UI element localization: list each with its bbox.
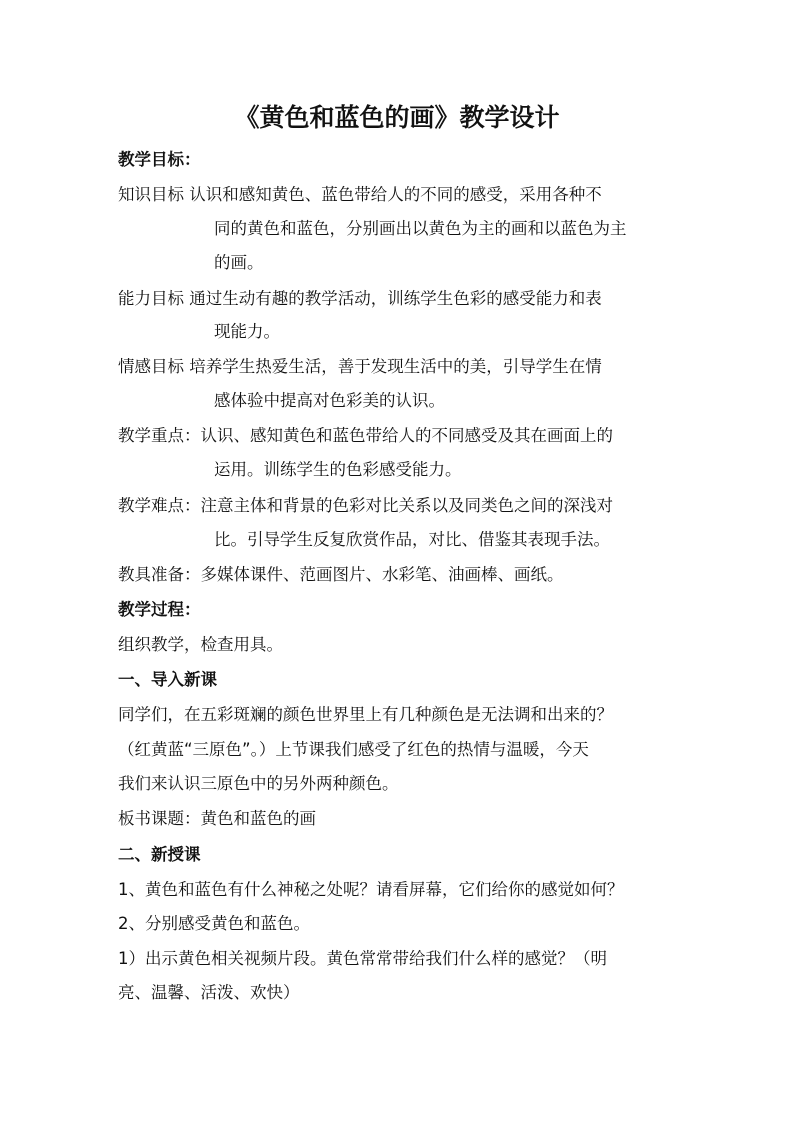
difficulty-line-2: 比。引导学生反复欣赏作品，对比、借鉴其表现手法。 (214, 530, 610, 549)
teaching-aids-line: 教具准备：多媒体课件、范画图片、水彩笔、油画棒、画纸。 (118, 565, 564, 584)
section-heading-introduction: 一、导入新课 (118, 670, 217, 689)
knowledge-goal-line-3: 的画。 (214, 253, 264, 272)
board-title-line: 板书课题：黄色和蓝色的画 (118, 809, 316, 828)
ability-goal-line-2: 现能力。 (214, 322, 280, 341)
new-lesson-item-1: 1、黄色和蓝色有什么神秘之处呢？请看屏幕，它们给你的感觉如何？ (118, 880, 624, 899)
difficulty-line-1: 教学难点：注意主体和背景的色彩对比关系以及同类色之间的深浅对 (118, 496, 613, 515)
introduction-paragraph-line-2: （红黄蓝“三原色”。）上节课我们感受了红色的热情与温暖，今天 (118, 740, 589, 759)
key-point-line-1: 教学重点：认识、感知黄色和蓝色带给人的不同感受及其在画面上的 (118, 426, 613, 445)
ability-goal-line-1: 能力目标 通过生动有趣的教学活动，训练学生色彩的感受能力和表 (118, 289, 602, 308)
section-heading-teaching-goals: 教学目标： (118, 150, 201, 169)
organize-teaching-line: 组织教学，检查用具。 (118, 635, 283, 654)
emotion-goal-line-1: 情感目标 培养学生热爱生活，善于发现生活中的美，引导学生在情 (118, 357, 602, 376)
introduction-paragraph-line-1: 同学们，在五彩斑斓的颜色世界里上有几种颜色是无法调和出来的？ (118, 705, 613, 724)
new-lesson-subitem-1-line-1: 1）出示黄色相关视频片段。黄色常常带给我们什么样的感觉？（明 (118, 949, 607, 968)
section-heading-new-lesson: 二、新授课 (118, 845, 201, 864)
knowledge-goal-line-2: 同的黄色和蓝色，分别画出以黄色为主的画和以蓝色为主 (214, 219, 627, 238)
section-heading-teaching-process: 教学过程： (118, 600, 201, 619)
emotion-goal-line-2: 感体验中提高对色彩美的认识。 (214, 391, 445, 410)
new-lesson-subitem-1-line-2: 亮、温馨、活泼、欢快） (118, 983, 300, 1002)
document-title: 《黄色和蓝色的画》教学设计 (234, 103, 560, 132)
knowledge-goal-line-1: 知识目标 认识和感知黄色、蓝色带给人的不同的感受，采用各种不 (118, 185, 602, 204)
key-point-line-2: 运用。训练学生的色彩感受能力。 (214, 460, 462, 479)
new-lesson-item-2: 2、分别感受黄色和蓝色。 (118, 914, 310, 933)
introduction-paragraph-line-3: 我们来认识三原色中的另外两种颜色。 (118, 774, 399, 793)
